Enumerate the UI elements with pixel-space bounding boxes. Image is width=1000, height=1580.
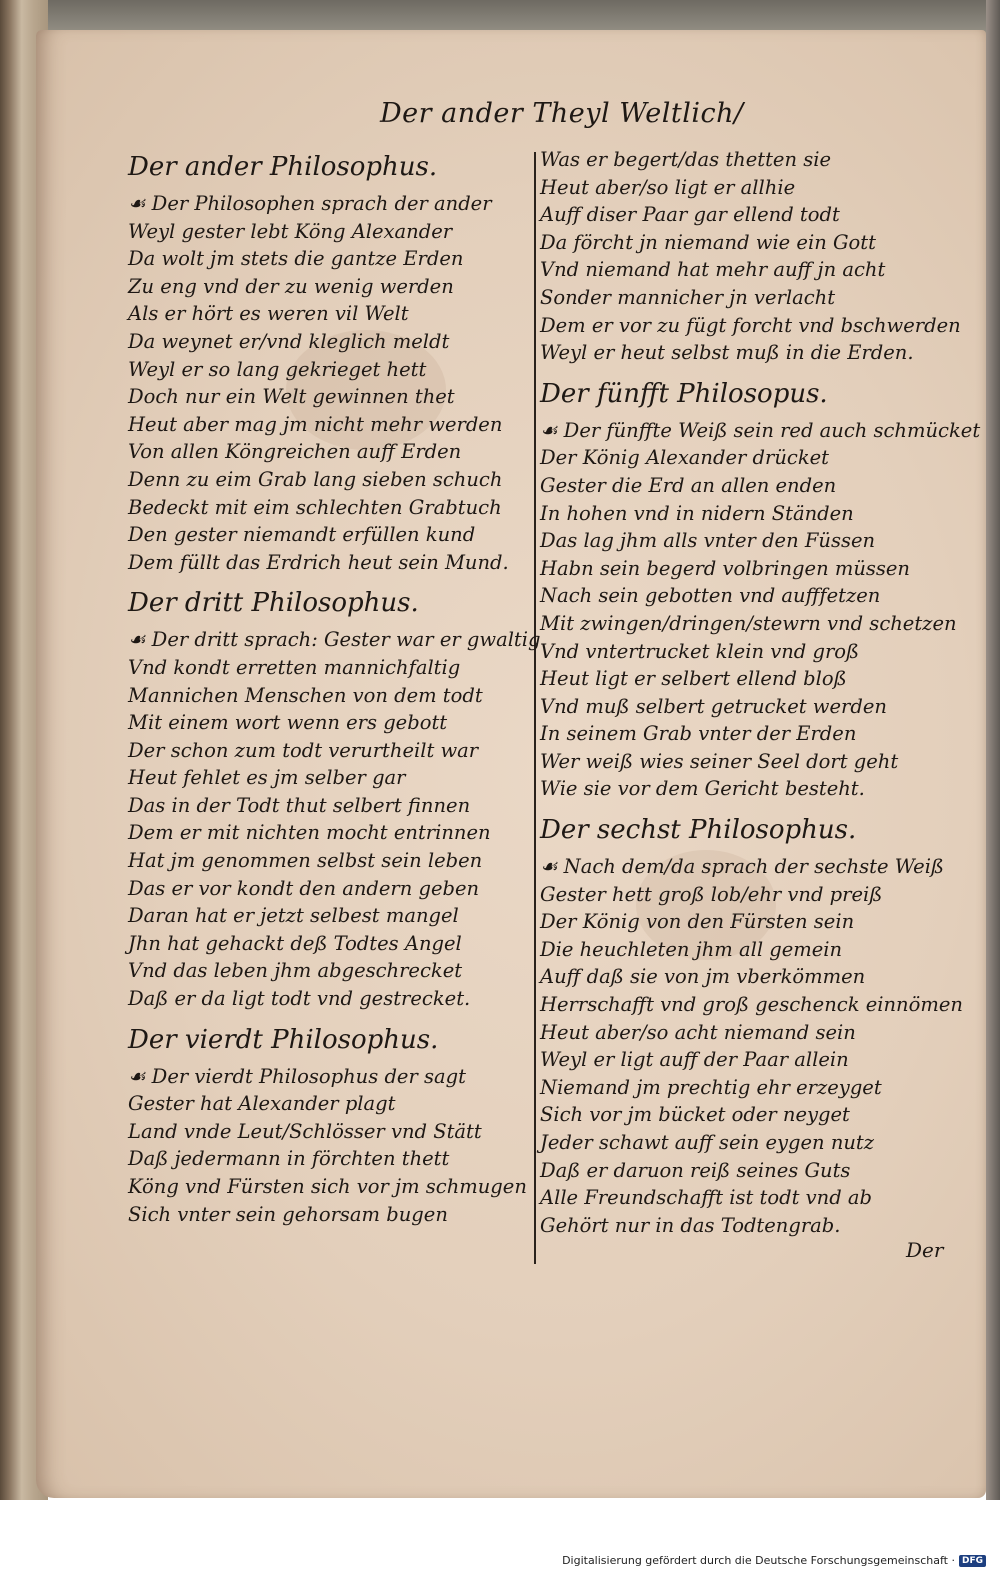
verse-line: Vnd muß selbert getrucket werden: [540, 694, 887, 718]
section-gap: [128, 576, 548, 586]
verse-line: Köng vnd Fürsten sich vor jm schmugen: [128, 1175, 527, 1198]
verse-line: Wie sie vor dem Gericht besteht.: [540, 777, 865, 801]
verse-line: Hat jm genommen selbst sein leben: [128, 849, 483, 873]
verse-line: Weyl gester lebt Köng Alexander: [128, 219, 453, 243]
running-head: Der ander Theyl Weltlich/: [380, 98, 744, 129]
verse-line: Denn zu eim Grab lang sieben schuch: [128, 467, 503, 491]
verse-line: Mit zwingen/dringen/stewrn vnd schetzen: [540, 611, 957, 635]
verse-line: Auff daß sie von jm vberkömmen: [540, 965, 866, 989]
verse-line: Weyl er ligt auff der Paar allein: [540, 1048, 849, 1072]
verse-line: Dem füllt das Erdrich heut sein Mund.: [128, 550, 509, 574]
section-gap: [128, 1013, 548, 1023]
verse-line: Jhn hat gehackt deß Todtes Angel: [128, 931, 462, 955]
verse-line: Der König Alexander drücket: [540, 446, 830, 470]
verse-line: Als er hört es weren vil Welt: [128, 302, 409, 326]
verse-line: Das er vor kondt den andern geben: [128, 876, 480, 900]
verse-line: Sich vnter sein gehorsam bugen: [128, 1202, 448, 1226]
verse-line: Der schon zum todt verurtheilt war: [128, 738, 479, 762]
verse-line: Vnd vntertrucket klein vnd groß: [540, 639, 860, 663]
verse-line: Was er begert/das thetten sie: [540, 148, 832, 171]
verse-line: Den gester niemandt erfüllen kund: [128, 523, 476, 547]
verse-line: Die heuchleten jhm all gemein: [540, 937, 843, 961]
section-gap: [540, 803, 960, 813]
catchword: Der: [906, 1238, 944, 1262]
section-heading: Der sechst Philosophus.: [540, 815, 857, 846]
verse-line: Heut aber mag jm nicht mehr werden: [128, 412, 503, 436]
verse-line: Vnd das leben jhm abgeschrecket: [128, 959, 463, 983]
right-column: [540, 146, 981, 1239]
verse-line: Dem er mit nichten mocht entrinnen: [128, 821, 491, 845]
verse-line: Daran hat er jetzt selbest mangel: [128, 904, 459, 928]
left-column: [128, 150, 548, 1228]
verse-line: Dem er vor zu fügt forcht vnd bschwerden: [540, 313, 961, 337]
book-fore-edge: [986, 0, 1000, 1500]
verse-line: Jeder schawt auff sein eygen nutz: [540, 1131, 875, 1154]
verse-line: Weyl er so lang gekrieget hett: [128, 357, 427, 381]
verse-line: Das lag jhm alls vnter den Füssen: [540, 529, 876, 553]
verse-line: ☙ Der fünffte Weiß sein red auch schmücket: [540, 418, 981, 442]
verse-line: Heut fehlet es jm selber gar: [128, 766, 406, 790]
verse-line: Daß jedermann in förchten thett: [128, 1147, 450, 1171]
verse-line: Sonder mannicher jn verlacht: [540, 285, 836, 309]
verse-line: Daß er da ligt todt vnd gestrecket.: [128, 987, 471, 1011]
verse-line: Da wolt jm stets die gantze Erden: [128, 247, 464, 271]
verse-line: Doch nur ein Welt gewinnen thet: [128, 385, 455, 409]
verse-line: Da förcht jn niemand wie ein Gott: [540, 230, 876, 254]
verse-line: Vnd niemand hat mehr auff jn acht: [540, 258, 886, 282]
verse-line: Gester hett groß lob/ehr vnd preiß: [540, 882, 883, 906]
verse-line: Da weynet er/vnd kleglich meldt: [128, 329, 450, 353]
verse-line: Heut ligt er selbert ellend bloß: [540, 667, 847, 691]
verse-line: In seinem Grab vnter der Erden: [540, 722, 857, 746]
verse-line: Gester hat Alexander plagt: [128, 1092, 396, 1116]
verse-line: Alle Freundschafft ist todt vnd ab: [540, 1186, 872, 1210]
footer-band: [0, 1500, 1000, 1580]
verse-line: ☙ Der dritt sprach: Gester war er gwaltig: [128, 628, 541, 652]
verse-line: Daß er daruon reiß seines Guts: [540, 1158, 851, 1182]
verse-line: Nach sein gebotten vnd aufffetzen: [540, 584, 881, 608]
verse-line: Mannichen Menschen von dem todt: [128, 683, 483, 707]
verse-line: ☙ Der Philosophen sprach der ander: [128, 192, 492, 215]
section-heading: Der ander Philosophus.: [128, 152, 438, 182]
verse-line: Heut aber/so acht niemand sein: [540, 1020, 856, 1044]
verse-line: Sich vor jm bücket oder neyget: [540, 1103, 850, 1127]
section-heading: Der dritt Philosophus.: [128, 588, 419, 619]
verse-line: Herrschafft vnd groß geschenck einnömen: [540, 993, 963, 1017]
verse-line: Heut aber/so ligt er allhie: [540, 175, 796, 199]
section-heading: Der fünfft Philosopus.: [540, 378, 828, 409]
verse-line: Das in der Todt thut selbert finnen: [128, 793, 471, 817]
verse-line: ☙ Nach dem/da sprach der sechste Weiß: [540, 855, 944, 879]
verse-line: Von allen Köngreichen auff Erden: [128, 440, 462, 464]
verse-line: Niemand jm prechtig ehr erzeyget: [540, 1075, 882, 1099]
verse-line: In hohen vnd in nidern Ständen: [540, 501, 854, 525]
verse-line: Wer weiß wies seiner Seel dort geht: [540, 749, 899, 773]
digitization-footer: [562, 1554, 986, 1567]
verse-line: Zu eng vnd der zu wenig werden: [128, 274, 454, 298]
footer-text: Digitalisierung gefördert durch die Deutsche Forschungsgemeinschaft ·: [562, 1554, 955, 1567]
verse-line: ☙ Der vierdt Philosophus der sagt: [128, 1064, 466, 1088]
verse-line: Vnd kondt erretten mannichfaltig: [128, 655, 461, 679]
dfg-logo: DFG: [959, 1555, 986, 1567]
verse-line: Habn sein begerd volbringen müssen: [540, 556, 910, 580]
verse-line: Weyl er heut selbst muß in die Erden.: [540, 341, 914, 365]
section-heading: Der vierdt Philosophus.: [128, 1024, 439, 1055]
verse-line: Bedeckt mit eim schlechten Grabtuch: [128, 495, 502, 519]
verse-line: Gester die Erd an allen enden: [540, 473, 837, 497]
section-gap: [540, 367, 960, 377]
verse-line: Mit einem wort wenn ers gebott: [128, 711, 448, 735]
verse-line: Gehört nur in das Todtengrab.: [540, 1213, 841, 1237]
verse-line: Auff diser Paar gar ellend todt: [540, 203, 840, 227]
verse-line: Der König von den Fürsten sein: [540, 910, 855, 934]
verse-line: Land vnde Leut/Schlösser vnd Stätt: [128, 1119, 482, 1143]
